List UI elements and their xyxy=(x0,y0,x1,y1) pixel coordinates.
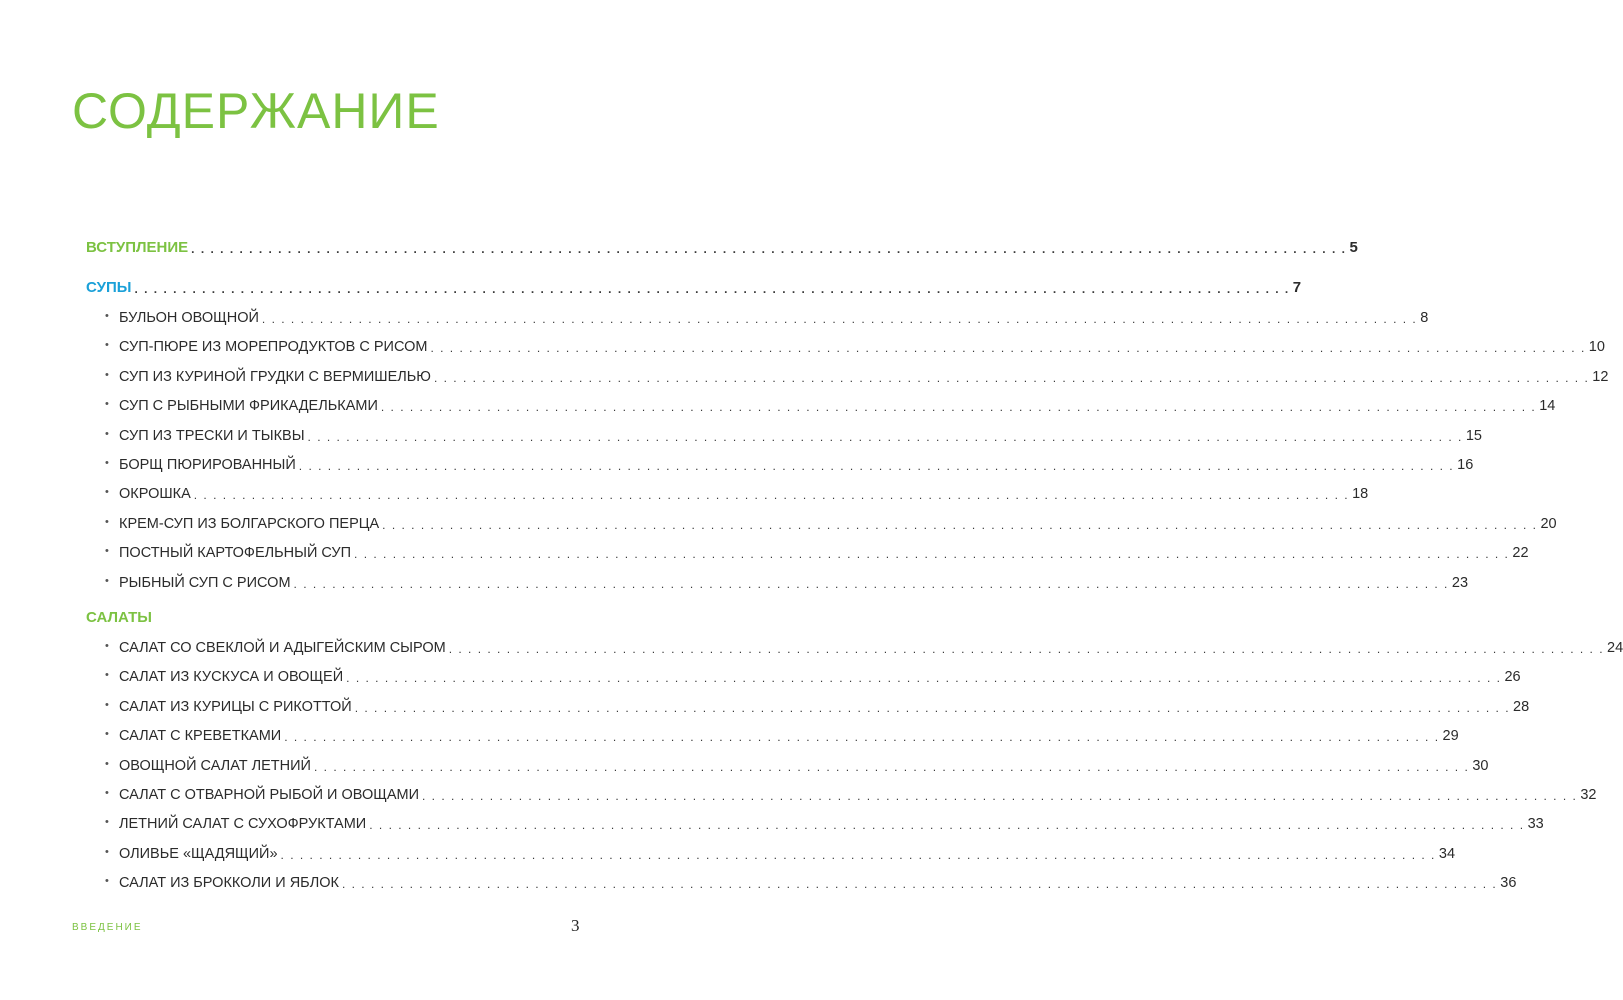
toc-entry-label: ОКРОШКА xyxy=(119,486,191,503)
toc-entry-page: 24 xyxy=(1607,640,1623,656)
toc-entry-page: 33 xyxy=(1527,816,1544,833)
toc-entry-page: 28 xyxy=(1513,698,1530,715)
bullet-icon: • xyxy=(105,640,109,652)
running-footer-label: ВВЕДЕНИЕ xyxy=(72,922,143,933)
dot-leader: . . . . . . . . . . . . . . . . . . . . . . . . . . . . . . . . . . . . . . . . . . . . . . . . . . . . . . . . . . . . . . . . . . . . . . . . . . . . . . . . . . . . . . . . . . . . . . . . . . . . . . . . . . . . . . . . . . . . . . . . xyxy=(422,789,1578,803)
dot-leader: . . . . . . . . . . . . . . . . . . . . . . . . . . . . . . . . . . . . . . . . . . . . . . . . . . . . . . . . . . . . . . . . . . . . . . . . . . . . . . . . . . . . . . . . . . . . . . . . . . . . . . . . . . . . . . . . . . . . . . . . xyxy=(382,517,1538,532)
dot-leader: . . . . . . . . . . . . . . . . . . . . . . . . . . . . . . . . . . . . . . . . . . . . . . . . . . . . . . . . . . . . . . . . . . . . . . . . . . . . . . . . . . . . . . . . . . . . . . . . . . . . . . . . . . . . . . . . . . . . . . . . xyxy=(346,671,1502,686)
bullet-icon: • xyxy=(105,398,109,411)
toc-item xyxy=(119,754,1489,774)
toc-entry-page: 12 xyxy=(1592,368,1609,385)
toc-item xyxy=(119,571,1469,591)
toc-entry-page: 23 xyxy=(1451,574,1469,591)
toc-item xyxy=(119,695,1530,715)
bullet-icon: • xyxy=(105,545,109,558)
toc-entry-page: 22 xyxy=(1512,545,1529,562)
bullet-icon: • xyxy=(105,728,109,741)
toc-entry-label: ЛЕТНИЙ САЛАТ С СУХОФРУКТАМИ xyxy=(119,816,367,833)
toc-entry-label: САЛАТ С ОТВАРНОЙ РЫБОЙ И ОВОЩАМИ xyxy=(119,787,420,803)
bullet-icon: • xyxy=(105,787,109,799)
toc-entry-label: САЛАТ ИЗ КУРИЦЫ С РИКОТТОЙ xyxy=(119,698,352,715)
toc-item xyxy=(119,541,1529,562)
bullet-icon: • xyxy=(105,875,109,888)
dot-leader: . . . . . . . . . . . . . . . . . . . . . . . . . . . . . . . . . . . . . . . . . . . . . . . . . . . . . . . . . . . . . . . . . . . . . . . . . . . . . . . . . . . . . . . . . . . . . . . . . . . . . . . . . . . . . . . . . . . . . . . . xyxy=(280,847,1436,862)
toc-item xyxy=(119,636,1623,656)
toc-entry-label: СУП-ПЮРЕ ИЗ МОРЕПРОДУКТОВ С РИСОМ xyxy=(119,339,428,356)
toc-entry-label: САЛАТЫ xyxy=(86,609,152,626)
dot-leader: . . . . . . . . . . . . . . . . . . . . . . . . . . . . . . . . . . . . . . . . . . . . . . . . . . . . . . . . . . . . . . . . . . . . . . . . . . . . . . . . . . . . . . . . . . . . . . . . . . . . . . . . . . . . . . . . . . . . . . . . xyxy=(284,730,1440,745)
toc-entry-label: ПОСТНЫЙ КАРТОФЕЛЬНЫЙ СУП xyxy=(119,545,352,562)
toc-entry-label: ОЛИВЬЕ «ЩАДЯЩИЙ» xyxy=(119,845,278,862)
dot-leader: . . . . . . . . . . . . . . . . . . . . . . . . . . . . . . . . . . . . . . . . . . . . . . . . . . . . . . . . . . . . . . . . . . . . . . . . . . . . . . . . . . . . . . . . . . . . . . . . . . . . . . . . . . . . . . . . . . . . . . . . xyxy=(369,818,1525,833)
toc-entry-label: СУПЫ xyxy=(86,279,132,296)
dot-leader: . . . . . . . . . . . . . . . . . . . . . . . . . . . . . . . . . . . . . . . . . . . . . . . . . . . . . . . . . . . . . . . . . . . . . . . . . . . . . . . . . . . . . . . . . . . . . . . . . . . . . . . . . . . . . . . . . . . . . . . . xyxy=(341,877,1498,892)
toc-entry-page: 10 xyxy=(1588,339,1605,356)
toc-item xyxy=(119,842,1456,862)
toc-item xyxy=(119,424,1482,444)
dot-leader: . . . . . . . . . . . . . . . . . . . . . . . . . . . . . . . . . . . . . . . . . . . . . . . . . . . . . . . . . . . . . . . . . . . . . . . . . . . . . . . . . . . . . . . . . . . . . . . . . . . . . . . . . . . . . . . . . . . . . . . . xyxy=(313,759,1470,774)
bullet-icon: • xyxy=(105,427,109,440)
toc-entry-page: 34 xyxy=(1438,845,1456,862)
dot-leader: . . . . . . . . . . . . . . . . . . . . . . . . . . . . . . . . . . . . . . . . . . . . . . . . . . . . . . . . . . . . . . . . . . . . . . . . . . . . . . . . . . . . . . . . . . . . . . . . . . . . . . . . . . . . . . . . . . . . . . . . xyxy=(354,700,1511,715)
toc-entry-label: КРЕМ-СУП ИЗ БОЛГАРСКОГО ПЕРЦА xyxy=(119,515,380,532)
toc-entry-page: 26 xyxy=(1504,669,1521,686)
bullet-icon: • xyxy=(105,368,109,381)
toc-item xyxy=(119,482,1369,503)
toc-item xyxy=(119,365,1609,385)
toc-entry-label: БУЛЬОН ОВОЩНОЙ xyxy=(119,310,259,326)
dot-leader: . . . . . . . . . . . . . . . . . . . . . . . . . . . . . . . . . . . . . . . . . . . . . . . . . . . . . . . . . . . . . . . . . . . . . . . . . . . . . . . . . . . . . . . . . . . . . . . . . . . . . . . . . . . . . . . . . . . . . . . . xyxy=(293,576,1449,591)
toc-entry-page: 32 xyxy=(1580,787,1597,803)
toc-item xyxy=(119,724,1459,745)
toc-entry-label: САЛАТ ИЗ КУСКУСА И ОВОЩЕЙ xyxy=(119,669,344,686)
toc-entry-label: САЛАТ ИЗ БРОККОЛИ И ЯБЛОК xyxy=(119,875,339,892)
toc-entry-page: 7 xyxy=(1292,279,1302,296)
bullet-icon: • xyxy=(105,669,109,682)
toc-entry-label: СУП С РЫБНЫМИ ФРИКАДЕЛЬКАМИ xyxy=(119,398,378,415)
bullet-icon: • xyxy=(105,486,109,499)
toc-entry-page: 20 xyxy=(1540,515,1557,532)
bullet-icon: • xyxy=(105,457,109,469)
toc-item xyxy=(119,453,1474,473)
dot-leader: . . . . . . . . . . . . . . . . . . . . . . . . . . . . . . . . . . . . . . . . . . . . . . . . . . . . . . . . . . . . . . . . . . . . . . . . . . . . . . . . . . . . . . . . . . . . . . . . . . . . . . . . . . . . . . . . . . . . . . . . xyxy=(261,312,1418,326)
bullet-icon: • xyxy=(105,515,109,528)
toc-entry-page: 16 xyxy=(1457,457,1474,473)
bullet-icon: • xyxy=(105,574,109,587)
dot-leader: . . . . . . . . . . . . . . . . . . . . . . . . . . . . . . . . . . . . . . . . . . . . . . . . . . . . . . . . . . . . . . . . . . . . . . . . . . . . . . . . . . . . . . . . . . . . . . . . . . . . . . . . . . . . . . . . . . . . . . . . xyxy=(191,242,1347,256)
toc-entry-label: СУП ИЗ КУРИНОЙ ГРУДКИ С ВЕРМИШЕЛЬЮ xyxy=(119,368,431,385)
toc-entry-page: 29 xyxy=(1442,728,1459,745)
toc-entry-label: ОВОЩНОЙ САЛАТ ЛЕТНИЙ xyxy=(119,757,311,774)
toc-section-1 xyxy=(86,276,1302,296)
toc-entry-page: 30 xyxy=(1472,757,1489,774)
toc-entry-label: РЫБНЫЙ СУП С РИСОМ xyxy=(119,574,291,591)
toc-entry-page: 8 xyxy=(1420,310,1429,326)
bullet-icon: • xyxy=(105,845,109,858)
toc-item xyxy=(119,783,1597,803)
toc-entry-page: 18 xyxy=(1352,486,1369,503)
toc-item xyxy=(119,306,1429,326)
dot-leader: . . . . . . . . . . . . . . . . . . . . . . . . . . . . . . . . . . . . . . . . . . . . . . . . . . . . . . . . . . . . . . . . . . . . . . . . . . . . . . . . . . . . . . . . . . . . . . . . . . . . . . . . . . . . . . . . . . . . . . . . xyxy=(307,429,1463,444)
toc-entry-label: СУП ИЗ ТРЕСКИ И ТЫКВЫ xyxy=(119,427,305,444)
toc-entry-page: 5 xyxy=(1349,239,1358,256)
dot-leader: . . . . . . . . . . . . . . . . . . . . . . . . . . . . . . . . . . . . . . . . . . . . . . . . . . . . . . . . . . . . . . . . . . . . . . . . . . . . . . . . . . . . . . . . . . . . . . . . . . . . . . . . . . . . . . . . . . . . . . . . xyxy=(193,488,1350,503)
dot-leader: . . . . . . . . . . . . . . . . . . . . . . . . . . . . . . . . . . . . . . . . . . . . . . . . . . . . . . . . . . . . . . . . . . . . . . . . . . . . . . . . . . . . . . . . . . . . . . . . . . . . . . . . . . . . . . . . . . . . . . . . xyxy=(430,341,1586,356)
toc-item xyxy=(119,665,1521,686)
bullet-icon: • xyxy=(105,816,109,829)
toc-entry-label: БОРЩ ПЮРИРОВАННЫЙ xyxy=(119,457,296,473)
toc-entry-page: 36 xyxy=(1500,875,1517,892)
dot-leader: . . . . . . . . . . . . . . . . . . . . . . . . . . . . . . . . . . . . . . . . . . . . . . . . . . . . . . . . . . . . . . . . . . . . . . . . . . . . . . . . . . . . . . . . . . . . . . . . . . . . . . . . . . . . . . . . . . . . . . . . xyxy=(433,370,1590,385)
toc-item xyxy=(119,871,1517,892)
toc-item xyxy=(119,335,1605,356)
page-title: СОДЕРЖАНИЕ xyxy=(72,83,440,139)
bullet-icon: • xyxy=(105,698,109,711)
bullet-icon: • xyxy=(105,339,109,352)
bullet-icon: • xyxy=(105,310,109,322)
toc-section-2 xyxy=(86,606,562,626)
toc-entry-label: САЛАТ СО СВЕКЛОЙ И АДЫГЕЙСКИМ СЫРОМ xyxy=(119,640,446,656)
dot-leader: . . . . . . . . . . . . . . . . . . . . . . . . . . . . . . . . . . . . . . . . . . . . . . . . . . . . . . . . . . . . . . . . . . . . . . . . . . . . . . . . . . . . . . . . . . . . . . . . . . . . . . . . . . . . . . . . . . . . . . . . xyxy=(448,642,1605,656)
toc-item xyxy=(119,512,1557,532)
toc-item xyxy=(119,812,1544,833)
toc-item xyxy=(119,394,1556,415)
toc-entry-label: САЛАТ С КРЕВЕТКАМИ xyxy=(119,728,282,745)
dot-leader: . . . . . . . . . . . . . . . . . . . . . . . . . . . . . . . . . . . . . . . . . . . . . . . . . . . . . . . . . . . . . . . . . . . . . . . . . . . . . . . . . . . . . . . . . . . . . . . . . . . . . . . . . . . . . . . . . . . . . . . . xyxy=(134,282,1290,296)
toc-entry-page: 14 xyxy=(1539,398,1556,415)
toc-entry-label: ВСТУПЛЕНИЕ xyxy=(86,239,189,256)
toc-section-0 xyxy=(86,236,1358,256)
toc-entry-page: 15 xyxy=(1465,427,1482,444)
bullet-icon: • xyxy=(105,757,109,770)
dot-leader: . . . . . . . . . . . . . . . . . . . . . . . . . . . . . . . . . . . . . . . . . . . . . . . . . . . . . . . . . . . . . . . . . . . . . . . . . . . . . . . . . . . . . . . . . . . . . . . . . . . . . . . . . . . . . . . . . . . . . . . . xyxy=(354,547,1510,562)
dot-leader: . . . . . . . . . . . . . . . . . . . . . . . . . . . . . . . . . . . . . . . . . . . . . . . . . . . . . . . . . . . . . . . . . . . . . . . . . . . . . . . . . . . . . . . . . . . . . . . . . . . . . . . . . . . . . . . . . . . . . . . . xyxy=(380,400,1537,415)
dot-leader: . . . . . . . . . . . . . . . . . . . . . . . . . . . . . . . . . . . . . . . . . . . . . . . . . . . . . . . . . . . . . . . . . . . . . . . . . . . . . . . . . . . . . . . . . . . . . . . . . . . . . . . . . . . . . . . . . . . . . . . . xyxy=(298,459,1455,473)
page-number: 3 xyxy=(571,916,580,935)
